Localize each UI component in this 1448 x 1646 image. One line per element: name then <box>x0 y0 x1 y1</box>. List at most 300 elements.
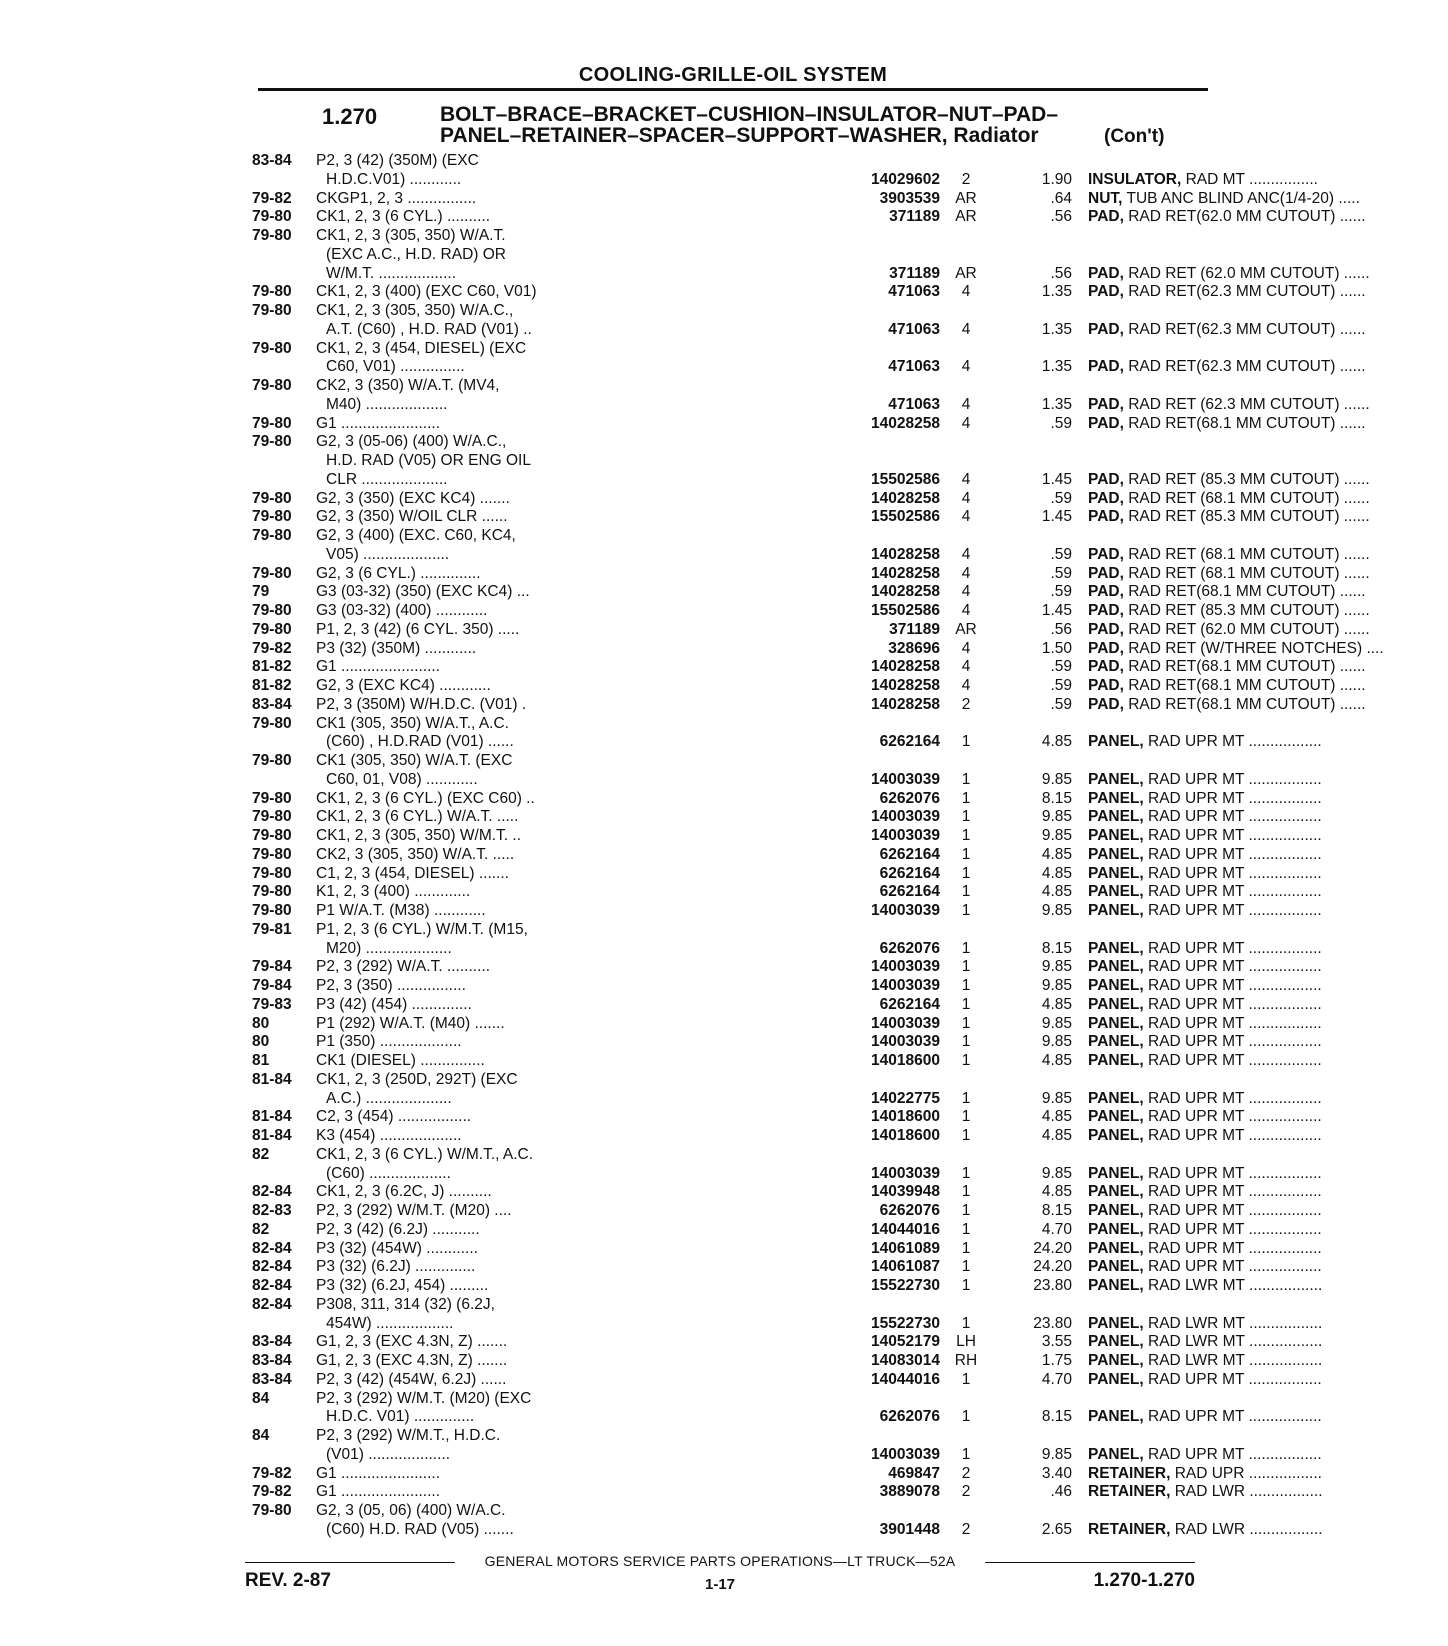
row-quantity: 1 <box>961 845 971 863</box>
row-description <box>1088 208 1448 227</box>
row-price: 1.35 <box>1041 395 1072 413</box>
row-years: 79-84 <box>252 958 292 976</box>
row-quantity: 2 <box>961 1464 971 1482</box>
row-description-rest: RAD UPR MT ................. <box>1143 1164 1322 1182</box>
row-description-noun: PAD, <box>1088 264 1124 282</box>
row-price: 4.85 <box>1041 883 1072 901</box>
row-quantity: 1 <box>961 1033 971 1051</box>
parts-row <box>252 921 1212 940</box>
row-description <box>1088 1352 1448 1371</box>
row-description-rest: RAD RET (85.3 MM CUTOUT) ...... <box>1123 602 1370 619</box>
row-description-rest: RAD UPR MT ................. <box>1143 1239 1322 1257</box>
row-years: 79-80 <box>252 1502 292 1519</box>
row-years: 79-82 <box>252 189 292 207</box>
parts-row <box>252 1277 1323 1296</box>
row-quantity: 1 <box>961 1277 971 1294</box>
row-application: (C60) , H.D.RAD (V01) ...... <box>326 733 514 751</box>
row-price: 1.35 <box>1041 358 1072 376</box>
row-years: 82-84 <box>252 1258 292 1276</box>
row-quantity: 1 <box>961 1258 971 1276</box>
row-description-rest: RAD UPR MT ................. <box>1143 902 1322 919</box>
row-part-number: 14028258 <box>871 658 940 676</box>
row-price: 3.40 <box>1041 1464 1072 1482</box>
row-years: 81-84 <box>252 1127 292 1144</box>
row-description <box>1088 508 1448 527</box>
row-application: P2, 3 (292) W/A.T. .......... <box>316 958 490 976</box>
row-description-noun: PANEL, <box>1088 1239 1144 1257</box>
row-description <box>1088 677 1448 696</box>
row-quantity: 1 <box>961 1445 971 1463</box>
row-description-rest: RAD UPR MT ................. <box>1143 1052 1322 1069</box>
row-years: 79-80 <box>252 714 292 732</box>
row-part-number: 15502586 <box>871 470 940 488</box>
row-application: CK1, 2, 3 (454, DIESEL) (EXC <box>316 339 527 357</box>
row-years: 84 <box>252 1389 270 1407</box>
row-quantity: AR <box>955 189 977 207</box>
row-years: 82-84 <box>252 1239 292 1257</box>
parts-row <box>252 715 1212 734</box>
parts-row <box>252 939 1322 959</box>
row-description-noun: PANEL, <box>1088 1408 1144 1426</box>
row-price: 9.85 <box>1041 827 1072 844</box>
row-description-rest: RAD RET (68.1 MM CUTOUT) ...... <box>1123 545 1370 563</box>
row-description-noun: INSULATOR, <box>1088 170 1182 188</box>
parts-row <box>252 283 1366 302</box>
parts-row <box>252 1427 1212 1446</box>
row-quantity: 4 <box>961 470 971 488</box>
row-description-rest: RAD LWR MT ................. <box>1143 1352 1323 1369</box>
row-price: .59 <box>1050 564 1072 582</box>
row-application: M20) .................... <box>326 939 452 957</box>
row-application: P2, 3 (42) (350M) (EXC <box>316 152 479 169</box>
row-price: 1.35 <box>1041 320 1072 338</box>
row-description-noun: NUT, <box>1088 189 1123 207</box>
row-years: 83-84 <box>252 695 292 713</box>
row-years: 79-80 <box>252 227 292 244</box>
row-quantity: 4 <box>961 358 971 376</box>
row-price: .59 <box>1050 414 1072 432</box>
row-price: 9.85 <box>1041 770 1072 788</box>
row-years: 82 <box>252 1220 270 1238</box>
row-part-number: 14003039 <box>871 1014 940 1032</box>
row-application: G1, 2, 3 (EXC 4.3N, Z) ....... <box>316 1352 508 1369</box>
row-quantity: 1 <box>961 958 971 976</box>
row-description-noun: PANEL, <box>1088 958 1144 976</box>
row-application: G2, 3 (350) (EXC KC4) ....... <box>316 489 510 507</box>
row-years: 82 <box>252 1145 270 1163</box>
row-description-noun: PANEL, <box>1088 939 1144 957</box>
row-description-noun: PANEL, <box>1088 845 1144 863</box>
parts-row <box>252 977 1322 996</box>
row-description <box>1088 658 1448 677</box>
row-application: P2, 3 (292) W/M.T. (M20) .... <box>316 1202 512 1219</box>
row-price: .46 <box>1050 1483 1072 1501</box>
row-part-number: 15502586 <box>871 602 940 619</box>
row-price: .59 <box>1050 489 1072 507</box>
parts-row <box>252 1333 1323 1352</box>
parts-row <box>252 770 1322 790</box>
row-description <box>1088 1127 1448 1146</box>
row-price: 4.85 <box>1041 995 1072 1013</box>
row-part-number: 6262076 <box>879 939 940 957</box>
row-price: 9.85 <box>1041 1164 1072 1182</box>
row-description-rest: RAD RET (85.3 MM CUTOUT) ...... <box>1123 508 1370 526</box>
row-description-noun: PANEL, <box>1088 1164 1144 1182</box>
row-part-number: 15502586 <box>871 508 940 526</box>
row-description <box>1088 958 1448 977</box>
row-application: P2, 3 (292) W/M.T., H.D.C. <box>316 1427 501 1444</box>
parts-row <box>252 152 1212 171</box>
row-part-number: 15522730 <box>871 1277 940 1294</box>
row-price: 23.80 <box>1033 1314 1072 1332</box>
parts-row <box>252 602 1370 621</box>
footer-publisher: GENERAL MOTORS SERVICE PARTS OPERATIONS—LT TRUCK—52A <box>484 1553 956 1569</box>
parts-row <box>252 1052 1322 1071</box>
row-years: 81-82 <box>252 677 292 694</box>
row-description <box>1088 565 1448 584</box>
row-description-noun: PANEL, <box>1088 1127 1144 1144</box>
row-description-noun: PANEL, <box>1088 1314 1144 1332</box>
row-price: 4.85 <box>1041 845 1072 863</box>
row-price: 1.50 <box>1041 639 1072 657</box>
row-quantity: 2 <box>961 1483 971 1501</box>
parts-row <box>252 808 1322 827</box>
row-application: P1, 2, 3 (6 CYL.) W/M.T. (M15, <box>316 920 528 938</box>
row-quantity: 1 <box>961 1183 971 1201</box>
parts-row <box>252 1239 1322 1259</box>
row-price: 8.15 <box>1041 939 1072 957</box>
parts-row <box>252 1146 1212 1165</box>
row-description-rest: RAD LWR MT ................. <box>1143 1314 1323 1332</box>
row-quantity: 1 <box>961 827 971 844</box>
row-description-noun: PANEL, <box>1088 1445 1144 1463</box>
parts-row <box>252 864 1322 884</box>
row-description-noun: PANEL, <box>1088 1052 1144 1069</box>
row-description <box>1088 190 1448 209</box>
row-part-number: 14003039 <box>871 977 940 994</box>
row-description <box>1088 546 1448 565</box>
row-price: 4.85 <box>1041 1183 1072 1201</box>
row-years: 84 <box>252 1427 270 1444</box>
row-description-rest: RAD RET(68.1 MM CUTOUT) ...... <box>1123 695 1366 713</box>
row-price: 24.20 <box>1033 1239 1072 1257</box>
row-description-rest: TUB ANC BLIND ANC(1/4-20) ..... <box>1122 189 1360 207</box>
row-part-number: 14028258 <box>871 545 940 563</box>
row-quantity: AR <box>955 208 977 226</box>
page-title: COOLING-GRILLE-OIL SYSTEM <box>578 64 888 86</box>
parts-row <box>252 583 1366 602</box>
row-description-rest: RAD RET (85.3 MM CUTOUT) ...... <box>1123 470 1370 488</box>
parts-row <box>252 1352 1323 1371</box>
parts-row <box>252 1370 1322 1390</box>
row-description-noun: PANEL, <box>1088 1014 1144 1032</box>
parts-row <box>252 1014 1322 1034</box>
parts-row <box>252 1164 1322 1184</box>
row-description <box>1088 1521 1448 1540</box>
row-price: 4.70 <box>1041 1220 1072 1238</box>
row-description-noun: PANEL, <box>1088 1183 1144 1201</box>
row-years: 83-84 <box>252 152 292 169</box>
parts-row <box>252 545 1370 565</box>
parts-row <box>252 733 1322 752</box>
row-part-number: 6262164 <box>879 864 940 882</box>
row-years: 79-80 <box>252 845 292 863</box>
row-application: P2, 3 (350) ................ <box>316 977 466 994</box>
row-part-number: 471063 <box>888 358 940 376</box>
row-description-rest: RAD MT ................ <box>1181 170 1318 188</box>
footer-section-range: 1.270-1.270 <box>1093 1570 1195 1591</box>
row-quantity: 1 <box>961 1164 971 1182</box>
row-application: G2, 3 (350) W/OIL CLR ...... <box>316 508 508 526</box>
row-years: 79-80 <box>252 864 292 882</box>
parts-row <box>252 695 1366 715</box>
row-application: M40) ................... <box>326 395 448 413</box>
row-application: C60, 01, V08) ............ <box>326 770 478 788</box>
row-application: G1 ....................... <box>316 414 441 432</box>
row-price: 4.70 <box>1041 1370 1072 1388</box>
parts-row <box>252 452 1212 471</box>
row-quantity: 1 <box>961 1220 971 1238</box>
row-years: 79-80 <box>252 339 292 357</box>
row-quantity: 1 <box>961 733 971 751</box>
parts-row <box>252 264 1370 284</box>
row-description-noun: PANEL, <box>1088 1333 1144 1351</box>
row-description-rest: RAD UPR MT ................. <box>1143 1108 1322 1126</box>
row-quantity: 1 <box>961 808 971 826</box>
row-description-noun: PANEL, <box>1088 995 1144 1013</box>
row-years: 79-80 <box>252 620 292 638</box>
row-part-number: 15522730 <box>871 1314 940 1332</box>
row-application: K3 (454) ................... <box>316 1127 462 1144</box>
row-application: G1, 2, 3 (EXC 4.3N, Z) ....... <box>316 1333 508 1351</box>
row-application: CK1, 2, 3 (6.2C, J) .......... <box>316 1183 492 1201</box>
row-description-rest: RAD RET (W/THREE NOTCHES) .... <box>1123 639 1384 657</box>
row-application: G1 ....................... <box>316 1483 441 1501</box>
row-application: P3 (42) (454) .............. <box>316 995 472 1013</box>
row-description-rest: RAD LWR MT ................. <box>1143 1277 1323 1294</box>
row-application: CK1, 2, 3 (305, 350) W/M.T. .. <box>316 827 522 844</box>
row-application: P3 (32) (6.2J, 454) ......... <box>316 1277 489 1294</box>
row-description-noun: PANEL, <box>1088 1108 1144 1126</box>
parts-row <box>252 208 1366 227</box>
parts-row <box>252 1314 1323 1334</box>
row-description-rest: RAD UPR MT ................. <box>1143 1220 1322 1238</box>
row-description <box>1088 1333 1448 1352</box>
row-price: .64 <box>1050 189 1072 207</box>
row-quantity: 1 <box>961 1239 971 1257</box>
row-quantity: 4 <box>961 677 971 694</box>
row-description-noun: PAD, <box>1088 508 1124 526</box>
row-part-number: 3903539 <box>879 189 940 207</box>
row-description <box>1088 902 1448 921</box>
row-description <box>1088 1315 1448 1334</box>
row-years: 79-80 <box>252 827 292 844</box>
parts-row <box>252 658 1366 677</box>
row-quantity: AR <box>955 264 977 282</box>
row-description-rest: RAD UPR MT ................. <box>1143 1089 1322 1107</box>
row-part-number: 14044016 <box>871 1220 940 1238</box>
row-description-rest: RAD RET(62.0 MM CUTOUT) ...... <box>1123 208 1366 226</box>
row-description-rest: RAD UPR MT ................. <box>1143 808 1322 826</box>
row-description <box>1088 1202 1448 1221</box>
parts-row <box>252 414 1366 434</box>
section-title-line1: BOLT–BRACE–BRACKET–CUSHION–INSULATOR–NUT–PAD– <box>440 103 1059 126</box>
row-price: .56 <box>1050 208 1072 226</box>
row-application: A.T. (C60) , H.D. RAD (V01) .. <box>326 320 532 338</box>
row-description-noun: PANEL, <box>1088 977 1144 994</box>
row-years: 83-84 <box>252 1333 292 1351</box>
row-quantity: 1 <box>961 1108 971 1126</box>
row-description-rest: RAD UPR MT ................. <box>1143 733 1322 751</box>
row-years: 79-80 <box>252 283 292 301</box>
row-price: 8.15 <box>1041 789 1072 807</box>
parts-table <box>252 152 1384 1540</box>
row-part-number: 471063 <box>888 320 940 338</box>
row-price: 8.15 <box>1041 1408 1072 1426</box>
row-years: 79-82 <box>252 1483 292 1501</box>
row-years: 79-82 <box>252 1464 292 1482</box>
parts-row <box>252 1127 1322 1146</box>
row-application: CK1 (305, 350) W/A.T. (EXC <box>316 752 513 769</box>
row-description-rest: RAD UPR MT ................. <box>1143 1258 1322 1276</box>
footer-rule-left <box>245 1562 455 1563</box>
row-application: H.D. RAD (V05) OR ENG OIL <box>326 452 531 469</box>
row-years: 79-81 <box>252 920 292 938</box>
row-description-noun: PANEL, <box>1088 902 1144 919</box>
row-description <box>1088 977 1448 996</box>
row-application: P2, 3 (350M) W/H.D.C. (V01) . <box>316 695 527 713</box>
row-description <box>1088 996 1448 1015</box>
row-description-noun: PAD, <box>1088 695 1124 713</box>
row-description-noun: PAD, <box>1088 208 1124 226</box>
row-price: .59 <box>1050 677 1072 694</box>
parts-row <box>252 377 1212 396</box>
parts-row <box>252 1445 1322 1465</box>
row-part-number: 3901448 <box>879 1520 940 1538</box>
row-description <box>1088 1446 1448 1465</box>
row-price: 23.80 <box>1033 1277 1072 1294</box>
row-years: 79-80 <box>252 602 292 619</box>
row-application: P3 (32) (454W) ............ <box>316 1239 478 1257</box>
row-description-noun: PANEL, <box>1088 1277 1144 1294</box>
row-description-rest: RAD RET(62.3 MM CUTOUT) ...... <box>1123 283 1366 301</box>
row-description-rest: RAD UPR MT ................. <box>1143 1445 1322 1463</box>
row-description-rest: RAD UPR MT ................. <box>1143 883 1322 901</box>
row-quantity: 1 <box>961 864 971 882</box>
row-quantity: 4 <box>961 414 971 432</box>
row-years: 79-80 <box>252 433 292 451</box>
row-years: 80 <box>252 1014 270 1032</box>
row-part-number: 14028258 <box>871 564 940 582</box>
row-price: 1.45 <box>1041 508 1072 526</box>
row-description-noun: PANEL, <box>1088 883 1144 901</box>
row-description-rest: RAD RET(68.1 MM CUTOUT) ...... <box>1123 414 1366 432</box>
parts-row <box>252 620 1370 640</box>
row-part-number: 371189 <box>889 620 940 638</box>
row-years: 82-83 <box>252 1202 292 1219</box>
row-application: C60, V01) ............... <box>326 358 465 376</box>
row-description <box>1088 640 1448 659</box>
row-application: CK1, 2, 3 (6 CYL.) (EXC C60) .. <box>316 789 535 807</box>
row-price: 1.45 <box>1041 602 1072 619</box>
row-description <box>1088 733 1448 752</box>
parts-row <box>252 677 1366 696</box>
row-part-number: 14028258 <box>871 695 940 713</box>
row-application: G2, 3 (400) (EXC. C60, KC4, <box>316 527 516 544</box>
row-part-number: 14003039 <box>871 902 940 919</box>
header-rule <box>258 88 1208 91</box>
row-quantity: 1 <box>961 1014 971 1032</box>
row-description <box>1088 1371 1448 1390</box>
row-description <box>1088 471 1448 490</box>
row-description-noun: PANEL, <box>1088 733 1144 751</box>
row-quantity: 1 <box>961 1202 971 1219</box>
row-description-noun: RETAINER, <box>1088 1464 1171 1482</box>
row-years: 83-84 <box>252 1370 292 1388</box>
row-part-number: 6262164 <box>879 995 940 1013</box>
row-part-number: 6262076 <box>879 1202 940 1219</box>
row-quantity: 4 <box>961 639 971 657</box>
row-part-number: 14028258 <box>871 414 940 432</box>
row-price: 2.65 <box>1041 1520 1072 1538</box>
row-part-number: 6262164 <box>879 845 940 863</box>
row-description <box>1088 1108 1448 1127</box>
row-price: 1.75 <box>1041 1352 1072 1369</box>
row-description <box>1088 1240 1448 1259</box>
row-description-rest: RAD UPR MT ................. <box>1143 789 1322 807</box>
row-quantity: RH <box>954 1352 978 1369</box>
row-description-rest: RAD UPR MT ................. <box>1143 1202 1322 1219</box>
row-years: 79-80 <box>252 752 292 769</box>
row-price: 4.85 <box>1041 1052 1072 1069</box>
row-quantity: 4 <box>961 283 971 301</box>
row-description <box>1088 415 1448 434</box>
row-years: 81-84 <box>252 1108 292 1126</box>
row-application: CK1, 2, 3 (305, 350) W/A.T. <box>316 227 506 244</box>
row-quantity: 4 <box>961 395 971 413</box>
row-application: (V01) ................... <box>326 1445 451 1463</box>
row-years: 81-84 <box>252 1070 292 1088</box>
row-description-noun: PANEL, <box>1088 1033 1144 1051</box>
row-quantity: 1 <box>961 1089 971 1107</box>
row-description-noun: PANEL, <box>1088 789 1144 807</box>
row-part-number: 6262164 <box>879 733 940 751</box>
parts-row <box>252 340 1212 359</box>
row-quantity: 2 <box>961 695 971 713</box>
row-application: CK1, 2, 3 (305, 350) W/A.C., <box>316 302 514 319</box>
row-description-noun: PANEL, <box>1088 1089 1144 1107</box>
row-description <box>1088 171 1448 190</box>
row-part-number: 14003039 <box>871 827 940 844</box>
row-description-rest: RAD RET (62.0 MM CUTOUT) ...... <box>1123 264 1370 282</box>
row-description-rest: RAD RET(68.1 MM CUTOUT) ...... <box>1123 658 1366 676</box>
row-description-noun: PANEL, <box>1088 1370 1144 1388</box>
row-description-noun: PAD, <box>1088 395 1124 413</box>
parts-row <box>252 1296 1212 1315</box>
row-description <box>1088 358 1448 377</box>
row-quantity: 4 <box>961 320 971 338</box>
row-application: CK2, 3 (350) W/A.T. (MV4, <box>316 377 500 394</box>
row-application: P2, 3 (42) (6.2J) ........... <box>316 1220 480 1238</box>
row-part-number: 14061087 <box>871 1258 940 1276</box>
footer-page-number: 1-17 <box>704 1576 736 1593</box>
row-description <box>1088 1033 1448 1052</box>
row-description-rest: RAD UPR MT ................. <box>1143 939 1322 957</box>
parts-row <box>252 902 1322 921</box>
row-description-rest: RAD UPR MT ................. <box>1143 977 1322 994</box>
row-part-number: 6262164 <box>879 883 940 901</box>
row-description-rest: RAD UPR MT ................. <box>1143 1033 1322 1051</box>
